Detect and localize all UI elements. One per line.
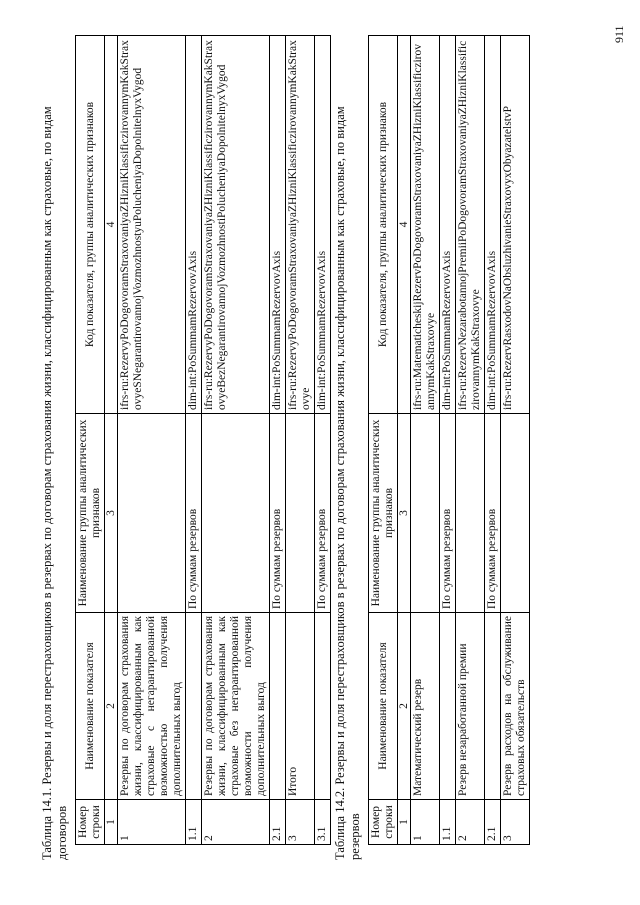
indicator-code: ifrs-ru:RezervyPoDogovoramStraxovaniyaZHizniKlassificzirovannymKakStraxovyeSNegarantirovannojVozmozhnostyuPolucheniyaDopolnitelnyxVygod: [118, 36, 186, 414]
row-number: 3: [501, 800, 530, 845]
header-row-number: Номер строки: [76, 800, 105, 845]
table-row: [501, 36, 530, 845]
column-number: 3: [398, 414, 411, 613]
table-row: [440, 36, 456, 845]
column-number: 4: [105, 36, 118, 414]
indicator-name: Резерв незаработанной премии: [456, 613, 485, 800]
table-header-row: [369, 36, 398, 845]
indicator-code: dim-int:PoSummamRezervovAxis: [485, 36, 501, 414]
group-name: По суммам резервов: [485, 414, 501, 613]
reserves-by-reserve-type-table: [368, 35, 530, 845]
indicator-code: dim-int:PoSummamRezervovAxis: [315, 36, 331, 414]
indicator-name: Резервы по договорам страхования жизни, классифицированным как страховые с негарантированной возможностью получения дополнительных выгод: [118, 613, 186, 800]
column-number: 1: [105, 800, 118, 845]
group-name: [202, 414, 270, 613]
indicator-name: [270, 613, 286, 800]
column-number: 2: [105, 613, 118, 800]
table-row: [202, 36, 270, 845]
table-caption: [40, 35, 70, 860]
indicator-name: [485, 613, 501, 800]
column-number: 3: [105, 414, 118, 613]
table-row: [485, 36, 501, 845]
row-number: 3.1: [315, 800, 331, 845]
column-number: 1: [398, 800, 411, 845]
indicator-code: dim-int:PoSummamRezervovAxis: [186, 36, 202, 414]
table-row: [270, 36, 286, 845]
header-group-name: Наименование группы аналитических признаков: [76, 414, 105, 613]
indicator-name: [315, 613, 331, 800]
column-number-row: [398, 36, 411, 845]
header-group-name: Наименование группы аналитических признаков: [369, 414, 398, 613]
row-number: 2.1: [270, 800, 286, 845]
row-number: 1.1: [186, 800, 202, 845]
caption-text: Таблица 14.1. Резервы и доля перестраховщиков в резервах по договорам страхования жизни, классифицированным как страховые, по видам: [40, 106, 54, 860]
group-name: [411, 414, 440, 613]
table-header-row: [76, 36, 105, 845]
table-row: [456, 36, 485, 845]
table-row: [118, 36, 186, 845]
indicator-code: dim-int:PoSummamRezervovAxis: [440, 36, 456, 414]
reserves-by-contract-type-table: [75, 35, 331, 845]
caption-continuation: договоров: [55, 805, 69, 860]
row-number: 2.1: [485, 800, 501, 845]
row-number: 2: [202, 800, 270, 845]
caption-continuation: резервов: [348, 813, 362, 860]
table-row: [186, 36, 202, 845]
page-number: 911: [612, 25, 626, 43]
group-name: По суммам резервов: [315, 414, 331, 613]
indicator-name: Резервы по договорам страхования жизни, классифицированным как страховые без негарантированной возможности получения дополнительных выгод: [202, 613, 270, 800]
group-name: [456, 414, 485, 613]
row-number: 1.1: [440, 800, 456, 845]
group-name: По суммам резервов: [186, 414, 202, 613]
table-row: [315, 36, 331, 845]
header-indicator-code: Код показателя, группы аналитических признаков: [369, 36, 398, 414]
caption-text: Таблица 14.2. Резервы и доля перестраховщиков в резервах по договорам страхования жизни, классифицированным как страховые, по видам: [333, 106, 347, 860]
header-indicator-name: Наименование показателя: [76, 613, 105, 800]
row-number: 3: [286, 800, 315, 845]
group-name: [118, 414, 186, 613]
header-row-number: Номер строки: [369, 800, 398, 845]
table-caption: [333, 35, 363, 860]
column-number: 2: [398, 613, 411, 800]
indicator-name: [186, 613, 202, 800]
group-name: По суммам резервов: [270, 414, 286, 613]
column-number: 4: [398, 36, 411, 414]
row-number: 1: [118, 800, 186, 845]
group-name: По суммам резервов: [440, 414, 456, 613]
group-name: [286, 414, 315, 613]
table-row: [286, 36, 315, 845]
indicator-code: ifrs-ru:MatematicheskijRezervPoDogovoramStraxovaniyaZHizniKlassificzirovannymKakStraxovye: [411, 36, 440, 414]
header-indicator-code: Код показателя, группы аналитических признаков: [76, 36, 105, 414]
column-number-row: [105, 36, 118, 845]
group-name: [501, 414, 530, 613]
indicator-name: Итого: [286, 613, 315, 800]
row-number: 1: [411, 800, 440, 845]
indicator-code: ifrs-ru:RezervNezarabotannojPremiiPoDogovoramStraxovaniyaZHizniKlassificzirovannymKakStraxovye: [456, 36, 485, 414]
indicator-name: Резерв расходов на обслуживание страховых обязательств: [501, 613, 530, 800]
table-row: [411, 36, 440, 845]
indicator-name: [440, 613, 456, 800]
header-indicator-name: Наименование показателя: [369, 613, 398, 800]
indicator-name: Математический резерв: [411, 613, 440, 800]
indicator-code: ifrs-ru:RezervRasxodovNaObsluzhivanieStraxovyxObyazatelstvP: [501, 36, 530, 414]
indicator-code: ifrs-ru:RezervyPoDogovoramStraxovaniyaZHizniKlassificzirovannymKakStraxovye: [286, 36, 315, 414]
row-number: 2: [456, 800, 485, 845]
indicator-code: ifrs-ru:RezervyPoDogovoramStraxovaniyaZHizniKlassificzirovannymKakStraxovyeBezNegarantirovannojVozmozhnostiPolucheniyaDopolnitelnyxVygod: [202, 36, 270, 414]
indicator-code: dim-int:PoSummamRezervovAxis: [270, 36, 286, 414]
